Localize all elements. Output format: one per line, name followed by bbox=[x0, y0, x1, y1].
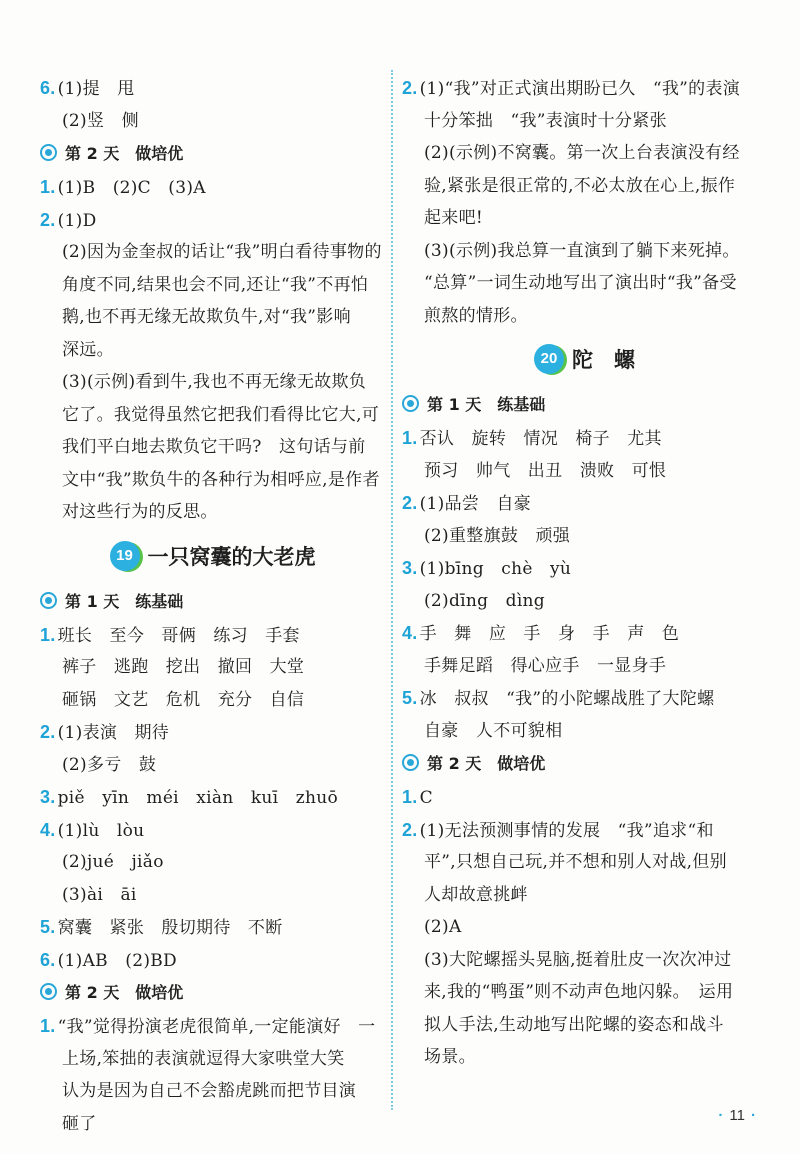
bullet-icon bbox=[402, 395, 419, 412]
answer-line: 5. 冰 叔叔 “我”的小陀螺战胜了大陀螺 bbox=[402, 688, 715, 709]
answer-line: 4. 手 舞 应 手 身 手 声 色 bbox=[402, 623, 680, 644]
item-number: 1. bbox=[40, 1016, 56, 1036]
answer-line: 拟人手法,生动地写出陀螺的姿态和战斗 bbox=[424, 1014, 724, 1035]
answer-line: (2)多亏 鼓 bbox=[62, 754, 157, 775]
answer-line: 1. (1)B (2)C (3)A bbox=[40, 177, 206, 198]
answer-line: 砸了 bbox=[62, 1113, 97, 1134]
section-header: 第 2 天 做培优 bbox=[40, 137, 385, 171]
answer-line: (3)大陀螺摇头晃脑,挺着肚皮一次次冲过 bbox=[424, 949, 732, 970]
answer-line: (3)ài āi bbox=[62, 884, 137, 905]
answer-line: 我们平白地去欺负它干吗? 这句话与前 bbox=[62, 437, 366, 457]
section-header: 第 1 天 练基础 bbox=[402, 388, 767, 422]
answer-line: (2)jué jiǎo bbox=[62, 852, 164, 872]
lesson-title: 19 一只窝囊的大老虎 bbox=[40, 529, 385, 585]
answer-line: 3. (1)bīng chè yù bbox=[402, 558, 572, 579]
answer-line: (3)(示例)我总算一直演到了躺下来死掉。 bbox=[424, 240, 740, 261]
answer-line: 深远。 bbox=[62, 339, 114, 360]
answer-line: 起来吧! bbox=[424, 208, 484, 228]
answer-line: 手舞足蹈 得心应手 一显身手 bbox=[424, 655, 667, 676]
bullet-icon bbox=[40, 983, 57, 1000]
answer-line: 角度不同,结果也会不同,还让“我”不再怕 bbox=[62, 274, 369, 295]
item-number: 5. bbox=[402, 688, 418, 708]
answer-line: 验,紧张是很正常的,不必太放在心上,振作 bbox=[424, 175, 736, 196]
answer-line: 鹅,也不再无缘无故欺负牛,对“我”影响 bbox=[62, 307, 351, 327]
answer-line: 煎熬的情形。 bbox=[424, 305, 528, 326]
item-number: 2. bbox=[402, 78, 418, 98]
answer-line: 1. 否认 旋转 情况 椅子 尤其 bbox=[402, 428, 662, 449]
answer-line: 2. (1)“我”对正式演出期盼已久 “我”的表演 bbox=[402, 78, 741, 99]
answer-line: 十分笨拙 “我”表演时十分紧张 bbox=[424, 110, 667, 131]
answer-line: 它了。我觉得虽然它把我们看得比它大,可 bbox=[62, 404, 380, 425]
answer-line: 对这些行为的反思。 bbox=[62, 502, 218, 522]
answer-line: 认为是因为自己不会豁虎跳而把节目演 bbox=[62, 1081, 357, 1101]
answer-line: 2. (1)品尝 自豪 bbox=[402, 493, 532, 514]
lesson-number-badge: 20 bbox=[534, 344, 564, 374]
item-number: 4. bbox=[40, 819, 56, 840]
answer-line: 平”,只想自己玩,并不想和别人对战,但别 bbox=[424, 852, 727, 872]
lesson-title: 20 陀 螺 bbox=[402, 332, 767, 388]
bullet-icon bbox=[402, 754, 419, 771]
answer-line: (2)(示例)不窝囊。第一次上台表演没有经 bbox=[424, 143, 740, 163]
answer-line: (2)重整旗鼓 顽强 bbox=[424, 525, 571, 546]
item-number: 5. bbox=[40, 917, 56, 937]
answer-line: 来,我的“鸭蛋”则不动声色地闪躲。 运用 bbox=[424, 982, 734, 1002]
answer-line: 2. (1)D bbox=[40, 209, 97, 231]
item-number: 3. bbox=[40, 787, 56, 807]
answer-line: 砸锅 文艺 危机 充分 自信 bbox=[62, 689, 305, 710]
answer-line: 6. (1)提 甩 bbox=[40, 78, 135, 99]
answer-line: 人却故意挑衅 bbox=[424, 884, 528, 905]
answer-line: 文中“我”欺负牛的各种行为相呼应,是作者 bbox=[62, 469, 380, 490]
answer-line: 自豪 人不可貌相 bbox=[424, 720, 563, 741]
item-number: 1. bbox=[40, 177, 56, 197]
answer-line: (2)A bbox=[424, 917, 462, 937]
answer-line: (2)竖 侧 bbox=[62, 110, 139, 131]
section-header: 第 2 天 做培优 bbox=[402, 747, 767, 781]
answer-line: 裤子 逃跑 挖出 撤回 大堂 bbox=[62, 657, 305, 677]
answer-line: 2. (1)表演 期待 bbox=[40, 722, 170, 743]
item-number: 6. bbox=[40, 78, 56, 98]
answer-line: 1. “我”觉得扮演老虎很简单,一定能演好 一 bbox=[40, 1016, 376, 1037]
section-header: 第 1 天 练基础 bbox=[40, 585, 385, 619]
lesson-number-badge: 19 bbox=[110, 541, 140, 571]
answer-line: (2)因为金奎叔的话让“我”明白看待事物的 bbox=[62, 242, 382, 262]
answer-line: 6. (1)AB (2)BD bbox=[40, 949, 177, 971]
item-number: 1. bbox=[402, 787, 418, 807]
answer-line: 1. C bbox=[402, 787, 433, 808]
bullet-icon bbox=[40, 592, 57, 609]
answer-line: 4. (1)lù lòu bbox=[40, 819, 145, 841]
bullet-icon bbox=[40, 144, 57, 161]
answer-line: (2)dīng dìng bbox=[424, 590, 545, 611]
answer-line: 5. 窝囊 紧张 殷切期待 不断 bbox=[40, 917, 283, 938]
item-number: 1. bbox=[40, 624, 56, 645]
item-number: 2. bbox=[402, 819, 418, 840]
column-divider bbox=[391, 70, 393, 1110]
answer-line: 上场,笨拙的表演就逗得大家哄堂大笑 bbox=[62, 1048, 345, 1069]
answer-line: 场景。 bbox=[424, 1047, 476, 1067]
page-number: · 11 · bbox=[718, 1107, 756, 1124]
item-number: 2. bbox=[402, 493, 418, 513]
left-column bbox=[40, 72, 385, 1140]
item-number: 2. bbox=[40, 722, 56, 742]
item-number: 2. bbox=[40, 209, 56, 230]
answer-line: 3. piě yīn méi xiàn kuī zhuō bbox=[40, 787, 338, 808]
answer-line: 1. 班长 至今 哥俩 练习 手套 bbox=[40, 624, 300, 646]
answer-line: “总算”一词生动地写出了演出时“我”备受 bbox=[424, 273, 737, 293]
item-number: 1. bbox=[402, 428, 418, 448]
answer-line: (3)(示例)看到牛,我也不再无缘无故欺负 bbox=[62, 372, 367, 392]
answer-line: 预习 帅气 出丑 溃败 可恨 bbox=[424, 460, 667, 481]
item-number: 3. bbox=[402, 558, 418, 578]
item-number: 6. bbox=[40, 949, 56, 970]
item-number: 4. bbox=[402, 623, 418, 643]
answer-line: 2. (1)无法预测事情的发展 “我”追求“和 bbox=[402, 819, 714, 841]
section-header: 第 2 天 做培优 bbox=[40, 976, 385, 1010]
right-column bbox=[402, 72, 767, 1074]
